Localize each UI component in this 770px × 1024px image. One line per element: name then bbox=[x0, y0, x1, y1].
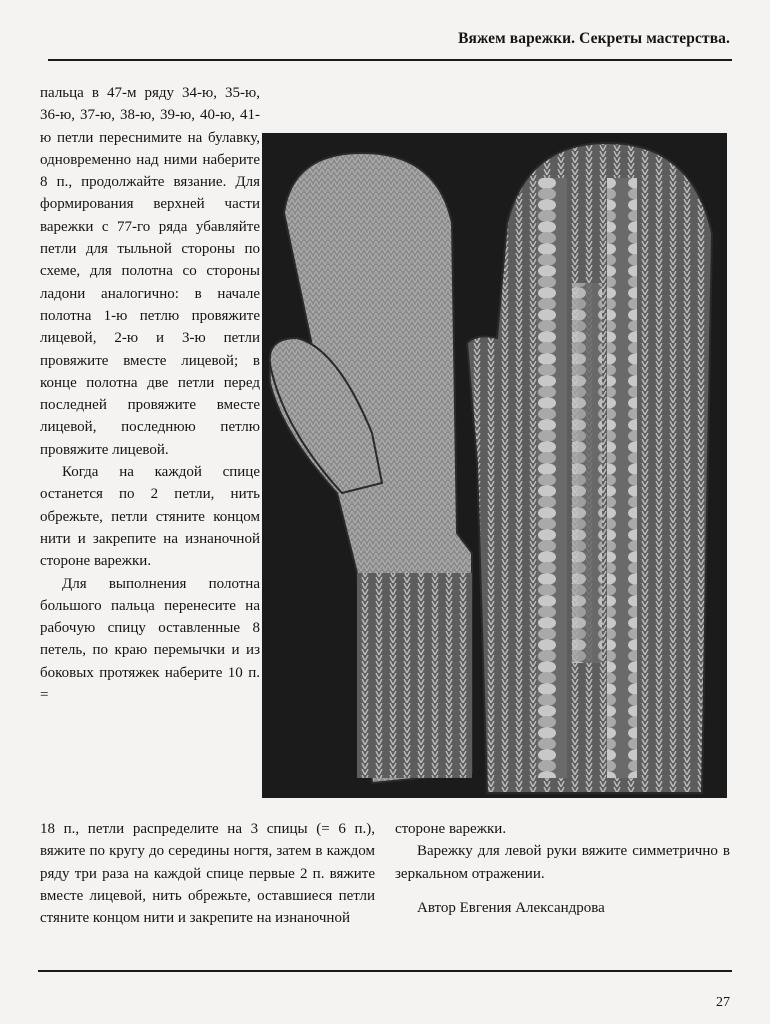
bottom-left-text-column bbox=[40, 818, 375, 929]
cable-column bbox=[537, 178, 567, 778]
body-paragraph: Когда на каждой спице останется по 2 петли, нить обрежьте, петли стяните концом нити и закрепите на изнаночной стороне варежки. bbox=[40, 464, 260, 570]
header-rule bbox=[48, 59, 732, 61]
body-paragraph: пальца в 47-м ряду 34-ю, 35-ю, 36-ю, 37-ю, 38-ю, 39-ю, 40-ю, 41-ю петли переснимите на булавку, одновременно над ними наберите 8 п., продолжайте вязание. Для формирования верхней части варежки с 77-го ряда убавляйте петли для тыльной стороны по схеме, для полотна со стороны ладони аналогично: в начале полотна 1-ю петлю провяжите лицевой, 2-ю и 3-ю петли провяжите вместе лицевой; в конце полотна две петли перед последней провяжите вместе лицевой, последнюю петлю провяжите лицевой. bbox=[40, 85, 260, 458]
left-text-column bbox=[40, 82, 260, 706]
cable-column bbox=[607, 178, 637, 778]
page-number: 27 bbox=[716, 995, 730, 1010]
right-text-column bbox=[395, 818, 730, 919]
cable-column bbox=[572, 283, 602, 663]
body-paragraph: Для выполнения полотна большого пальца перенесите на рабочую спицу оставленные 8 петель, по краю перемычки и из боковых протяжек наберите 10 п. = bbox=[40, 575, 260, 704]
running-header-title: Вяжем варежки. Секреты мастерства. bbox=[458, 30, 730, 47]
left-cuff bbox=[357, 573, 472, 778]
author-credit: Автор Евгения Александрова bbox=[417, 899, 605, 916]
body-paragraph: 18 п., петли распределите на 3 спицы (= 6 п.), вяжите по кругу до середины ногтя, затем в каждом ряду три раза на каждой спице первые 2 п. вяжите вместе лицевой, нить обрежьте, оставшиеся петли стяните концом нити и закрепите на изнаночной bbox=[40, 821, 375, 927]
mittens-photo bbox=[262, 133, 727, 798]
body-paragraph: Варежку для левой руки вяжите симметрично в зеркальном отражении. bbox=[395, 843, 730, 882]
body-paragraph: стороне варежки. bbox=[395, 821, 507, 837]
footer-rule bbox=[38, 970, 732, 972]
